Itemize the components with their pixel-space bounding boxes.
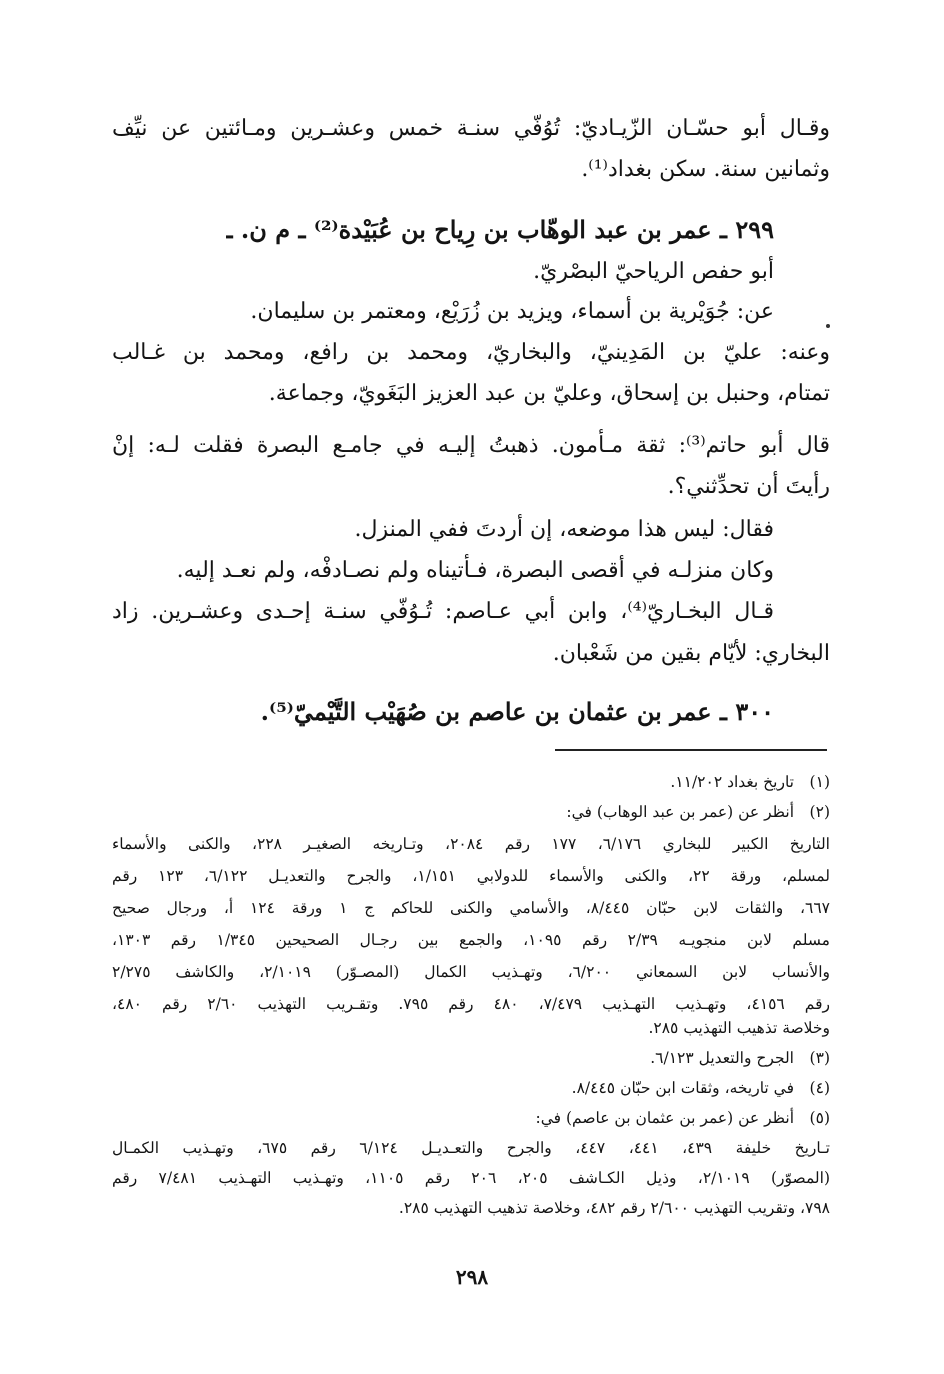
footnote-text: ٧٩٨، وتقريب التهذيب ٢/٦٠٠ رقم ٤٨٢، وخلاصة تذهيب التهذيب ٢٨٥. [398,1199,830,1217]
footnote-text: أنظر عن (عمر بن عبد الوهاب) في: [566,803,794,821]
footnote-separator [555,749,827,751]
main-line: وعنه: عليّ بن المَدِينيّ، والبخاريّ، ومحمد بن رافع، ومحمد بن غـالب [112,340,830,365]
main-line: تمتام، وحنبل بن إسحاق، وعليّ بن عبد العزيز البَغَويّ، وجماعة. [268,381,830,406]
footnote-text: لمسلم، ورقة ٢٢، والكنى والأسماء للدولابي ١/١٥١، والجرح والتعديـل ٦/١٢٢، ١٢٣ رقم [112,867,830,885]
ink-speck [826,324,830,328]
main-line: قـال البخـاريّ⁽⁴⁾، وابن أبي عـاصم: تُـوُفّي سنـة إحـدى وعشـرين. زاد [112,599,774,624]
footnote-text: (المصوّر) ٢/١٠١٩، وذيل الكـاشف ٢٠٥، ٢٠٦ رقم ١١٠٥، وتهـذيب التهـذيب ٧/٤٨١ رقم [112,1169,830,1187]
main-line: وكان منزلـه في أقصى البصرة، فـأتيناه ولم نصـادفْه، ولم نعـد إليه. [176,558,774,583]
main-line: رأيتَ أن تحدِّثني؟. [667,474,830,499]
footnote-number: (١) [809,773,830,791]
main-line: عن: جُوَيْرية بن أسماء، ويزيد بن زُرَيْع، ومعتمر بن سليمان. [250,299,774,324]
footnote-text: رقم ٤١٥٦، وتهـذيب التهـذيب ٧/٤٧٩، ٤٨٠ رقم ٧٩٥. وتقـريب التهذيب ٢/٦٠ رقم ٤٨٠، [112,995,830,1013]
footnote-number: (٣) [809,1049,830,1067]
main-line: قال أبو حاتم⁽³⁾: ثقة مـأمون. ذهبتُ إليـه في جامـع البصرة فقلت لـه: إنْ [112,433,830,458]
footnote-number: (٥) [809,1109,830,1127]
main-line: وثمانين سنة. سكن بغداد⁽¹⁾. [581,157,830,182]
footnote-text: مسلم لابن منجويـه ٢/٣٩ رقم ١٠٩٥، والجمع بين رجـال الصحيحين ١/٣٤٥ رقم ١٣٠٣، [112,931,830,949]
main-line: أبو حفص الرياحيّ البصْريّ. [533,259,774,284]
footnote-text: ٦٦٧، والثقات لابن حبّان ٨/٤٤٥، والأسامي والكنى للحاكم ج ١ ورقة ١٢٤ أ، ورجال صحيح [112,899,830,917]
footnote-text: التاريخ الكبير للبخاري ٦/١٧٦، ١٧٧ رقم ٢٠٨٤، وتـاريخه الصغيـر ٢٢٨، والكنى والأسماء [112,835,830,853]
footnote-text: الجرح والتعديل ٦/١٢٣. [650,1049,794,1067]
footnote-number: (٢) [809,803,830,821]
footnote-text: والأنساب لابن السمعاني ٦/٢٠٠، وتهـذيب الكمال (المصـوّر) ٢/١٠١٩، والكاشف ٢/٢٧٥ [112,963,830,981]
footnote-text: في تاريخه، وثقات ابن حبّان ٨/٤٤٥. [571,1079,794,1097]
main-line: وقـال أبو حسّـان الزّيـاديّ: تُوُفّي سنـة خمس وعشـرين ومـائتين عن نيِّف [112,116,830,141]
main-line: البخاري: لأيّام بقين من شَعْبان. [552,641,830,666]
footnote-text: تـاريخ خليفة ٤٣٩، ٤٤١، ٤٤٧، والجرح والتعـديـل ٦/١٢٤ رقم ٦٧٥، وتهـذيب الكمـال [112,1139,830,1157]
main-line: فقال: ليس هذا موضعه، إن أردتَ ففي المنزل. [354,517,774,542]
footnote-text: تاريخ بغداد ١١/٢٠٢. [670,773,794,791]
page-number: ٢٩٨ [455,1265,489,1289]
footnote-number: (٤) [809,1079,830,1097]
entry-heading-300: ٣٠٠ ـ عمر بن عثمان بن عاصم بن صُهَيْب التَّيْميّ⁽⁵⁾. [260,697,774,726]
entry-heading-299: ٢٩٩ ـ عمر بن عبد الوهّاب بن رِياح بن عُبَيْدة⁽²⁾ ـ م ن. ـ [225,215,774,244]
footnote-text: وخلاصة تذهيب التهذيب ٢٨٥. [648,1019,830,1037]
footnote-text: أنظر عن (عمر بن عثمان بن عاصم) في: [535,1109,794,1127]
